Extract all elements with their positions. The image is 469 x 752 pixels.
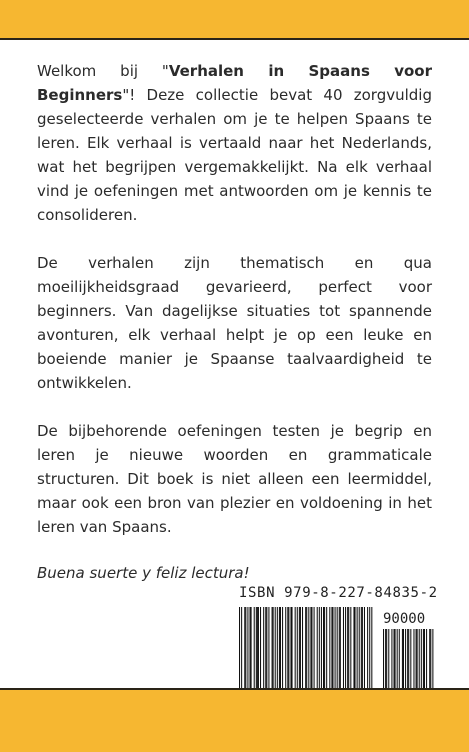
barcode-bar <box>250 607 251 691</box>
barcode-bar <box>332 607 333 691</box>
addon-bar <box>417 629 418 695</box>
barcode-bar <box>331 607 332 691</box>
barcode-bar <box>265 607 266 691</box>
barcode-bar <box>305 607 306 695</box>
intro-paragraph: Welkom bij "Verhalen in Spaans voor Beginners"! Deze collectie bevat 40 zorgvuldig geselecteerde verhalen om je te helpen Spaans te leren. Elk verhaal is vertaald naar het Nederlands, wat het begrijpen vergemakkelijkt. Na elk verhaal vind je oefeningen met antwoorden om je kennis te consolideren. <box>37 62 432 224</box>
barcode-bar <box>308 607 309 695</box>
barcode-bar <box>263 607 264 691</box>
addon-bar <box>405 629 406 695</box>
isbn-label: ISBN 979-8-227-84835-2 <box>239 585 438 601</box>
addon-bar <box>423 629 424 695</box>
barcode-bar <box>340 607 341 691</box>
addon-bar <box>424 629 425 695</box>
addon-bar <box>402 629 403 695</box>
price-addon: 90000 <box>383 611 426 627</box>
barcode-bar <box>266 607 267 691</box>
addon-bar <box>385 629 386 695</box>
barcode-bar <box>371 607 372 695</box>
barcode-bar <box>239 607 240 695</box>
barcode-bar <box>314 607 315 691</box>
barcode-bar <box>319 607 320 691</box>
barcode-bar <box>321 607 322 691</box>
barcode-bar <box>245 607 246 691</box>
barcode-bar <box>362 607 363 691</box>
closing-line: Buena suerte y feliz lectura! <box>37 564 250 582</box>
barcode-bar <box>285 607 286 691</box>
addon-bar <box>430 629 431 695</box>
barcode-bar <box>355 607 356 691</box>
addon-bar <box>413 629 414 695</box>
back-cover-text <box>37 59 432 609</box>
barcode-bar <box>251 607 252 691</box>
barcode-bar <box>310 607 311 691</box>
barcode-bar <box>299 607 300 691</box>
barcode-bar <box>339 607 340 691</box>
addon-bar <box>388 629 389 695</box>
barcode-bar <box>254 607 255 691</box>
addon-bar <box>391 629 392 695</box>
barcode-bar <box>361 607 362 691</box>
barcode-bar <box>273 607 274 691</box>
barcode-bar <box>345 607 346 691</box>
barcode-bar <box>306 607 307 695</box>
barcode-bar <box>277 607 278 691</box>
barcode-bar <box>260 607 261 691</box>
barcode-bar <box>268 607 269 691</box>
barcode-bar <box>275 607 276 691</box>
addon-bar <box>395 629 396 695</box>
addon-bar <box>383 629 384 695</box>
addon-bar <box>403 629 404 695</box>
exercises-paragraph: De bijbehorende oefeningen testen je begrip en leren je nieuwe woorden en grammaticale structuren. Dit boek is niet alleen een leermiddel, maar ook een bron van plezier en voldoening in het leren van Spaans. <box>37 422 432 536</box>
barcode-bar <box>292 607 293 691</box>
barcode-bar <box>241 607 242 695</box>
barcode-bar <box>317 607 318 691</box>
barcode-bar <box>357 607 358 691</box>
barcode-bar <box>311 607 312 691</box>
barcode-bar <box>297 607 298 691</box>
barcode-bar <box>353 607 354 691</box>
addon-bar <box>416 629 417 695</box>
barcode-bar <box>324 607 325 691</box>
barcode-bar <box>364 607 365 691</box>
barcode-bar <box>258 607 259 691</box>
barcode-bar <box>287 607 288 691</box>
barcode-bar <box>247 607 248 691</box>
book-title: Verhalen in Spaans voor Beginners <box>37 62 432 104</box>
addon-bar <box>397 629 398 695</box>
barcode-bar <box>335 607 336 691</box>
barcode-bar <box>290 607 291 691</box>
barcode-bar <box>343 607 344 691</box>
addon-bar <box>419 629 420 695</box>
barcode-bar <box>367 607 368 691</box>
barcode-bar <box>337 607 338 691</box>
barcode-bar <box>323 607 324 691</box>
barcode-bar <box>329 607 330 691</box>
barcode-bar <box>282 607 283 691</box>
addon-bar <box>386 629 387 695</box>
themes-paragraph: De verhalen zijn thematisch en qua moeilijkheidsgraad gevarieerd, perfect voor beginners. Van dagelijkse situaties tot spannende avonturen, elk verhaal helpt je op een leuke en boeiende manier je Spaanse taalvaardigheid te ontwikkelen. <box>37 254 432 392</box>
addon-bar <box>408 629 409 695</box>
barcode-bar <box>300 607 301 691</box>
addon-bar <box>429 629 430 695</box>
barcode-bar <box>347 607 348 691</box>
addon-bar <box>426 629 427 695</box>
barcode-bar <box>326 607 327 691</box>
barcode-bar <box>272 607 273 691</box>
barcode-bar <box>256 607 257 691</box>
addon-bar <box>407 629 408 695</box>
addon-bar <box>421 629 422 695</box>
addon-bar <box>399 629 400 695</box>
barcode-bar <box>302 607 303 691</box>
addon-bar <box>432 629 433 695</box>
top-color-band <box>0 0 469 40</box>
barcode-bar <box>295 607 296 691</box>
addon-bar <box>410 629 411 695</box>
addon-bar <box>394 629 395 695</box>
barcode-bar <box>288 607 289 691</box>
barcode-bar <box>348 607 349 691</box>
barcode-bar <box>257 607 258 691</box>
barcode-bar <box>359 607 360 691</box>
bottom-color-band <box>0 688 469 752</box>
barcode-bar <box>279 607 280 691</box>
barcode-bar <box>350 607 351 691</box>
barcode-bar <box>280 607 281 691</box>
barcode-bar <box>244 607 245 691</box>
barcode-bar <box>369 607 370 695</box>
